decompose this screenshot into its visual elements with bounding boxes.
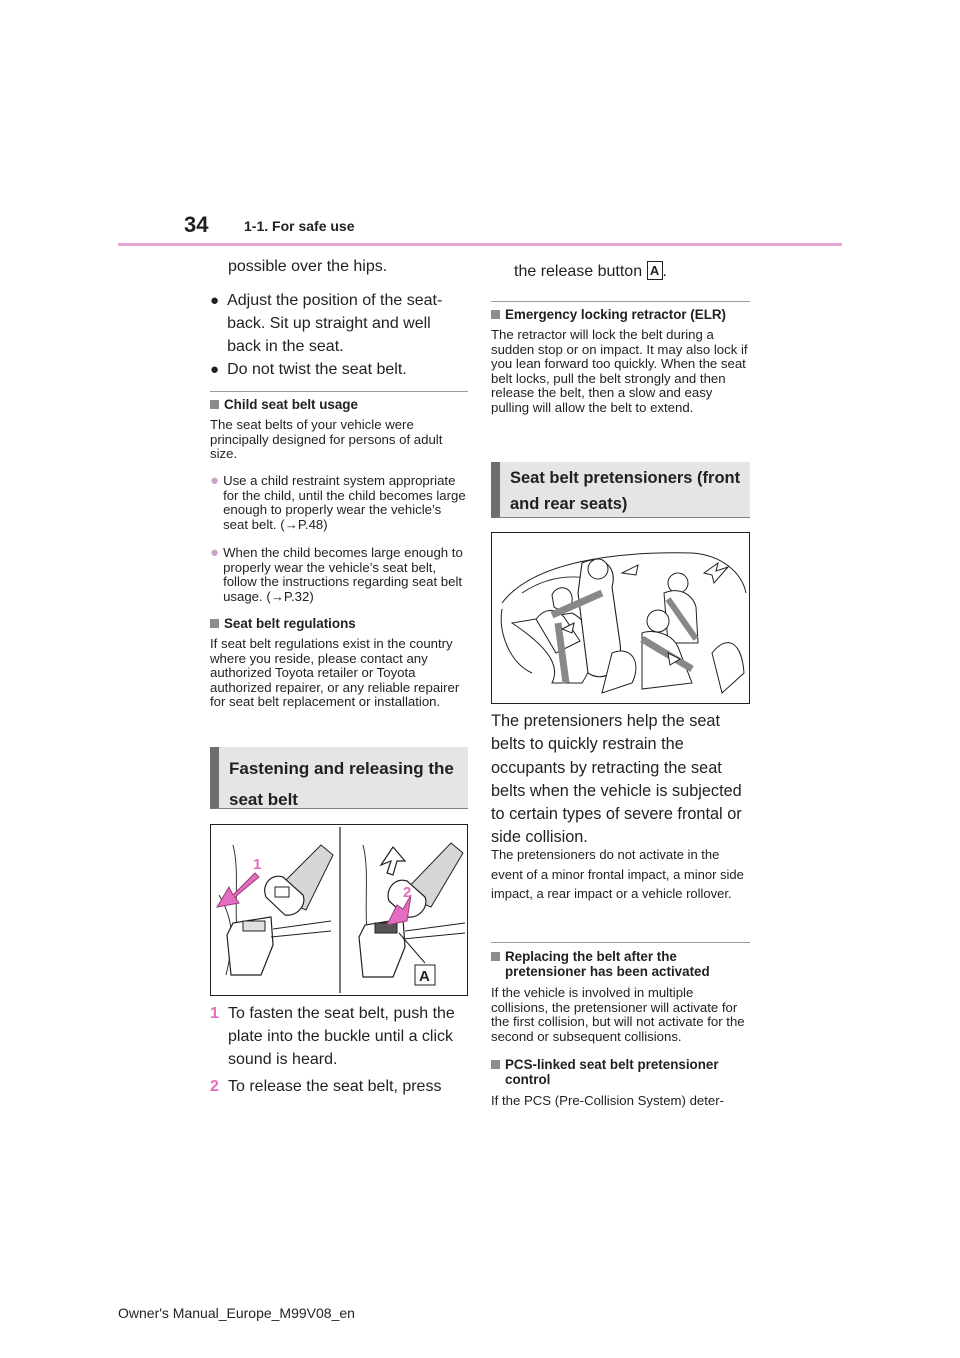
subheading-regulations: Seat belt regulations [210, 616, 468, 631]
subheading-child-usage: Child seat belt usage [210, 397, 468, 412]
step-number: 2 [210, 1078, 219, 1095]
divider [491, 301, 750, 302]
square-icon [491, 952, 500, 961]
step-2 [210, 1075, 468, 1098]
paragraph: The seat belts of your vehicle were principally designed for persons of adult size. [210, 417, 443, 462]
section-band-pretensioners: Seat belt pretensioners (front and rear seats) [491, 462, 750, 518]
arrow-label-2: 2 [403, 884, 412, 901]
paragraph: If seat belt regulations exist in the country where you reside, please contact any authorized Toyota retailer or Toyota authorized repairer, or any reliable repairer for seat belt replacement or installation. [210, 636, 460, 710]
square-icon [210, 619, 219, 628]
paragraph-note: The pretensioners do not activate in the event of a minor frontal impact, a minor side impact, a rear impact or a vehicle rollover. [491, 847, 744, 901]
label-box-a: A [647, 261, 663, 280]
bullet-icon: ● [210, 544, 220, 561]
arrow-label-1: 1 [253, 856, 262, 873]
list-item: ● Use a child restraint system appropriate for the child, until the child becomes large enough to properly wear the vehicle’s seat belt. (→P.48) [210, 472, 466, 532]
subheading-replacing: Replacing the belt after the pretensioner has been activated [491, 949, 750, 979]
footer-text: Owner's Manual_Europe_M99V08_en [118, 1305, 355, 1321]
divider [210, 391, 468, 392]
section-band-fastening: Fastening and releasing the seat belt [210, 747, 468, 809]
subheading-elr: Emergency locking retractor (ELR) [491, 307, 750, 322]
page-number: 34 [184, 212, 209, 237]
divider [491, 942, 750, 943]
list-item: ● When the child becomes large enough to properly wear the vehicle’s seat belt, follow the instructions regarding seat belt usage. (→P.32) [210, 544, 463, 604]
bullet-icon: ● [210, 472, 220, 489]
continued-text: the release button A . [514, 263, 667, 280]
paragraph-main: The pretensioners help the seat belts to quickly restrain the occupants by retracting the seat belts when the vehicle is subjected to certain types of severe frontal or side collision. [491, 712, 742, 847]
bullet-text: Do not twist the seat belt. [227, 361, 407, 378]
figure-buckle [210, 824, 468, 996]
square-icon [491, 1060, 500, 1069]
paragraph: If the vehicle is involved in multiple collisions, the pretensioner will activate for the first collision, but will not activate for the second or subsequent collisions. [491, 985, 745, 1044]
bullet-item [210, 358, 468, 381]
section-title: 1-1. For safe use [244, 218, 355, 234]
square-icon [491, 310, 500, 319]
step-1 [210, 1002, 468, 1071]
bullet-icon: ● [210, 361, 220, 378]
step-text: To fasten the seat belt, push the plate into the buckle until a click sound is heard. [228, 1005, 455, 1068]
header-rule [118, 243, 842, 246]
paragraph: If the PCS (Pre-Collision System) deter- [491, 1093, 725, 1108]
step-text: To release the seat belt, press [228, 1078, 442, 1095]
figure-pretensioners [491, 532, 750, 704]
bullet-item [210, 289, 468, 358]
pretensioner-illustration [492, 533, 749, 703]
bullet-text: Adjust the position of the seat-back. Sit up straight and well back in the seat. [227, 292, 443, 355]
subheading-pcs: PCS-linked seat belt pretensioner control [491, 1057, 750, 1087]
square-icon [210, 400, 219, 409]
step-number: 1 [210, 1005, 219, 1022]
bullet-icon: ● [210, 292, 220, 309]
figure-label-a: A [419, 968, 430, 985]
continued-text: possible over the hips. [228, 258, 388, 275]
paragraph: The retractor will lock the belt during a sudden stop or on impact. It may also lock if you lean forward too quickly. When the seat belt locks, pull the belt strongly and then release the belt, then a slow and easy pulling will allow the belt to extend. [491, 327, 748, 415]
buckle-illustration [211, 825, 467, 995]
